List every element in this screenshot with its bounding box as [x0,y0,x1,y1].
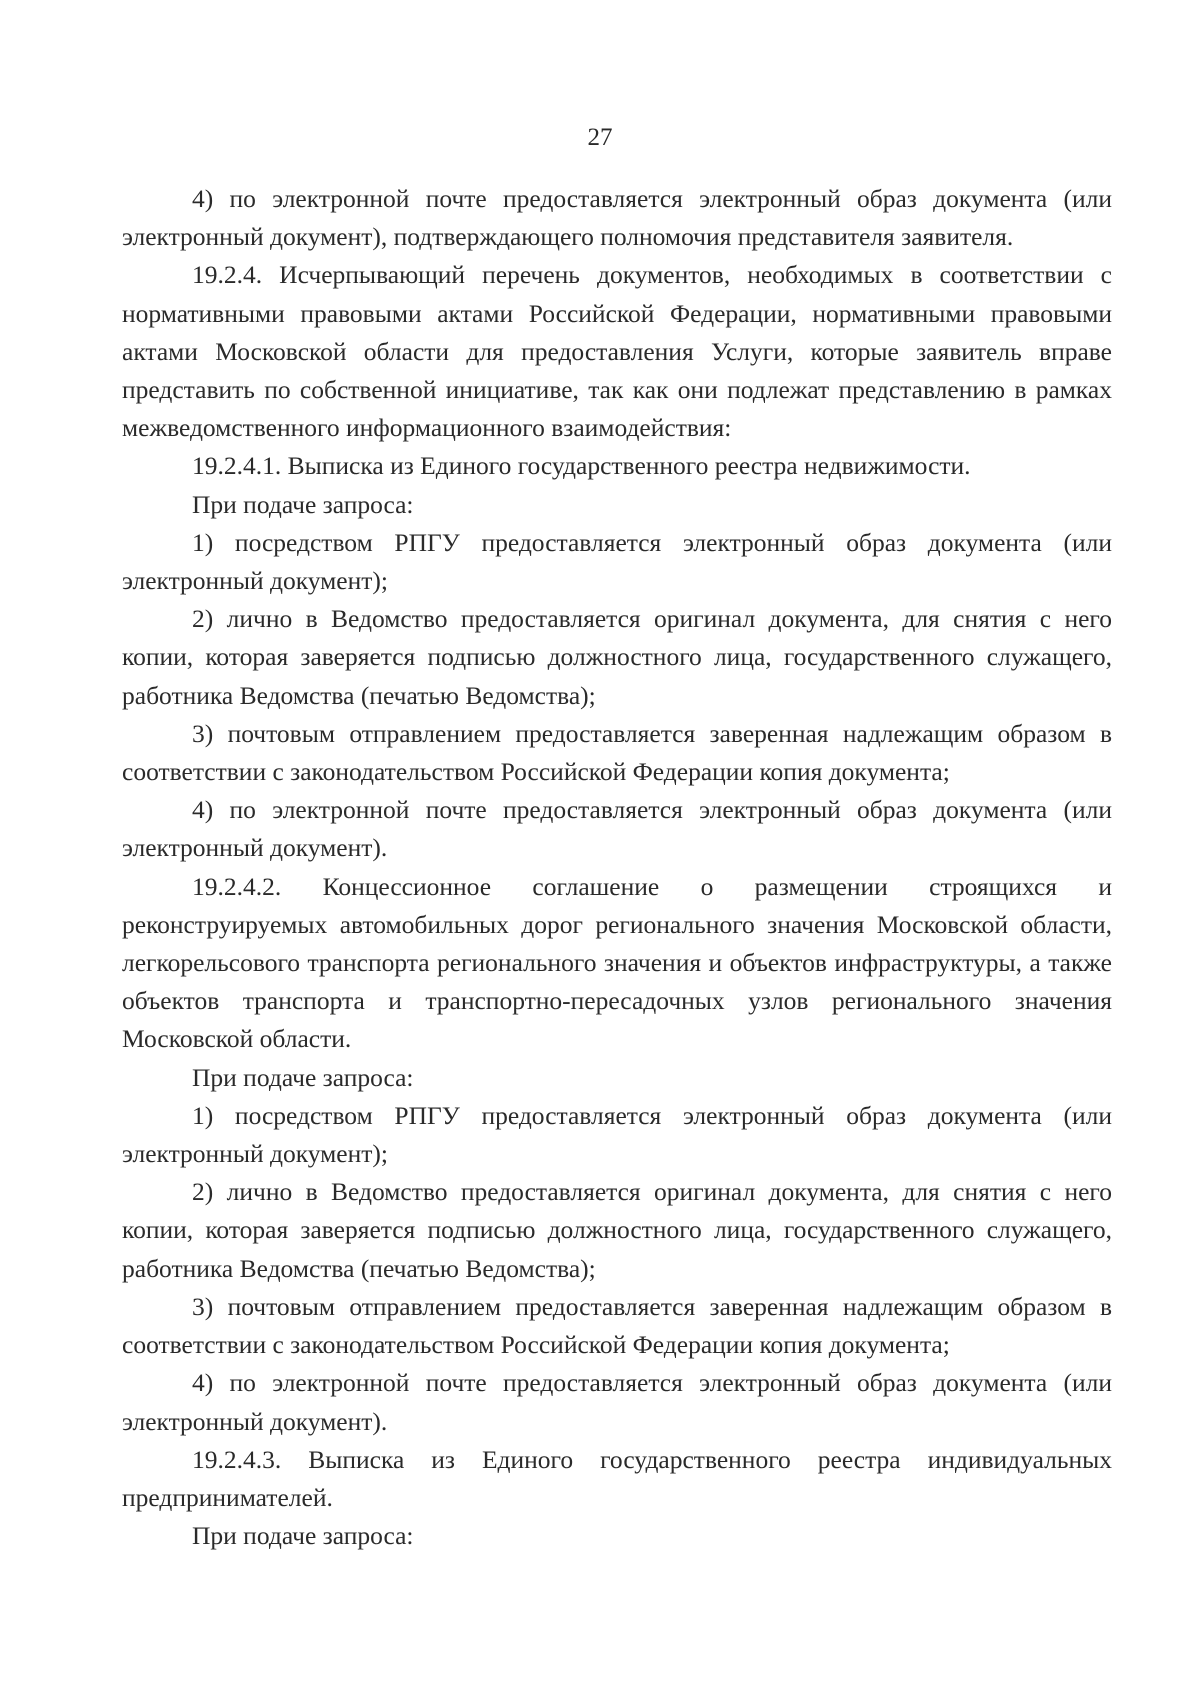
paragraph-request-intro: При подаче запроса: [192,1521,414,1551]
paragraph-item-4-email: 4) по электронной почте предоставляется электронный образ документа (или электронный документ). [122,1368,1112,1436]
paragraph-item-1-rpgu: 1) посредством РПГУ предоставляется электронный образ документа (или электронный документ); [122,1100,1112,1169]
page-number: 27 [587,124,613,151]
paragraph-item-2-in-person: 2) лично в Ведомство предоставляется оригинал документа, для снятия с него копии, которая заверяется подписью должностного лица, государственного служащего, работника Ведомства (печатью Ведомства); [122,1177,1112,1283]
paragraph-item-3-post: 3) почтовым отправлением предоставляется заверенная надлежащим образом в соответствии с законодательством Российской Федерации копия документа; [122,718,1112,787]
document-body [122,180,1112,1555]
paragraph-request-intro: При подаче запроса: [192,1062,414,1092]
paragraph-item-4-email: 4) по электронной почте предоставляется электронный образ документа (или электронный документ). [122,795,1112,863]
paragraph-request-intro: При подаче запроса: [192,489,414,519]
paragraph-item-4-representative-email: 4) по электронной почте предоставляется электронный образ документа (или электронный документ), подтверждающего полномочия представителя заявителя. [122,184,1112,252]
paragraph-19-2-4-1-title: 19.2.4.1. Выписка из Единого государственного реестра недвижимости. [192,451,971,481]
paragraph-19-2-4-2-title: 19.2.4.2. Концессионное соглашение о размещении строящихся и реконструируемых автомобильных дорог регионального значения Московской области, легкорельсового транспорта регионального значения и объектов инфраструктуры, а также объектов транспорта и транспортно-пересадочных узлов регионального значения Московской области. [122,871,1112,1054]
paragraph-19-2-4-3-title: 19.2.4.3. Выписка из Единого государственного реестра индивидуальных предпринимателей. [122,1444,1112,1512]
paragraph-item-2-in-person: 2) лично в Ведомство предоставляется оригинал документа, для снятия с него копии, которая заверяется подписью должностного лица, государственного служащего, работника Ведомства (печатью Ведомства); [122,604,1112,710]
paragraph-item-1-rpgu: 1) посредством РПГУ предоставляется электронный образ документа (или электронный документ); [122,527,1112,596]
paragraph-19-2-4-heading: 19.2.4. Исчерпывающий перечень документов, необходимых в соответствии с нормативными правовыми актами Российской Федерации, нормативными правовыми актами Московской области для предоставления Услуги, которые заявитель вправе представить по собственной инициативе, так как они подлежат представлению в рамках межведомственного информационного взаимодействия: [122,260,1112,443]
paragraph-item-3-post: 3) почтовым отправлением предоставляется заверенная надлежащим образом в соответствии с законодательством Российской Федерации копия документа; [122,1291,1112,1360]
